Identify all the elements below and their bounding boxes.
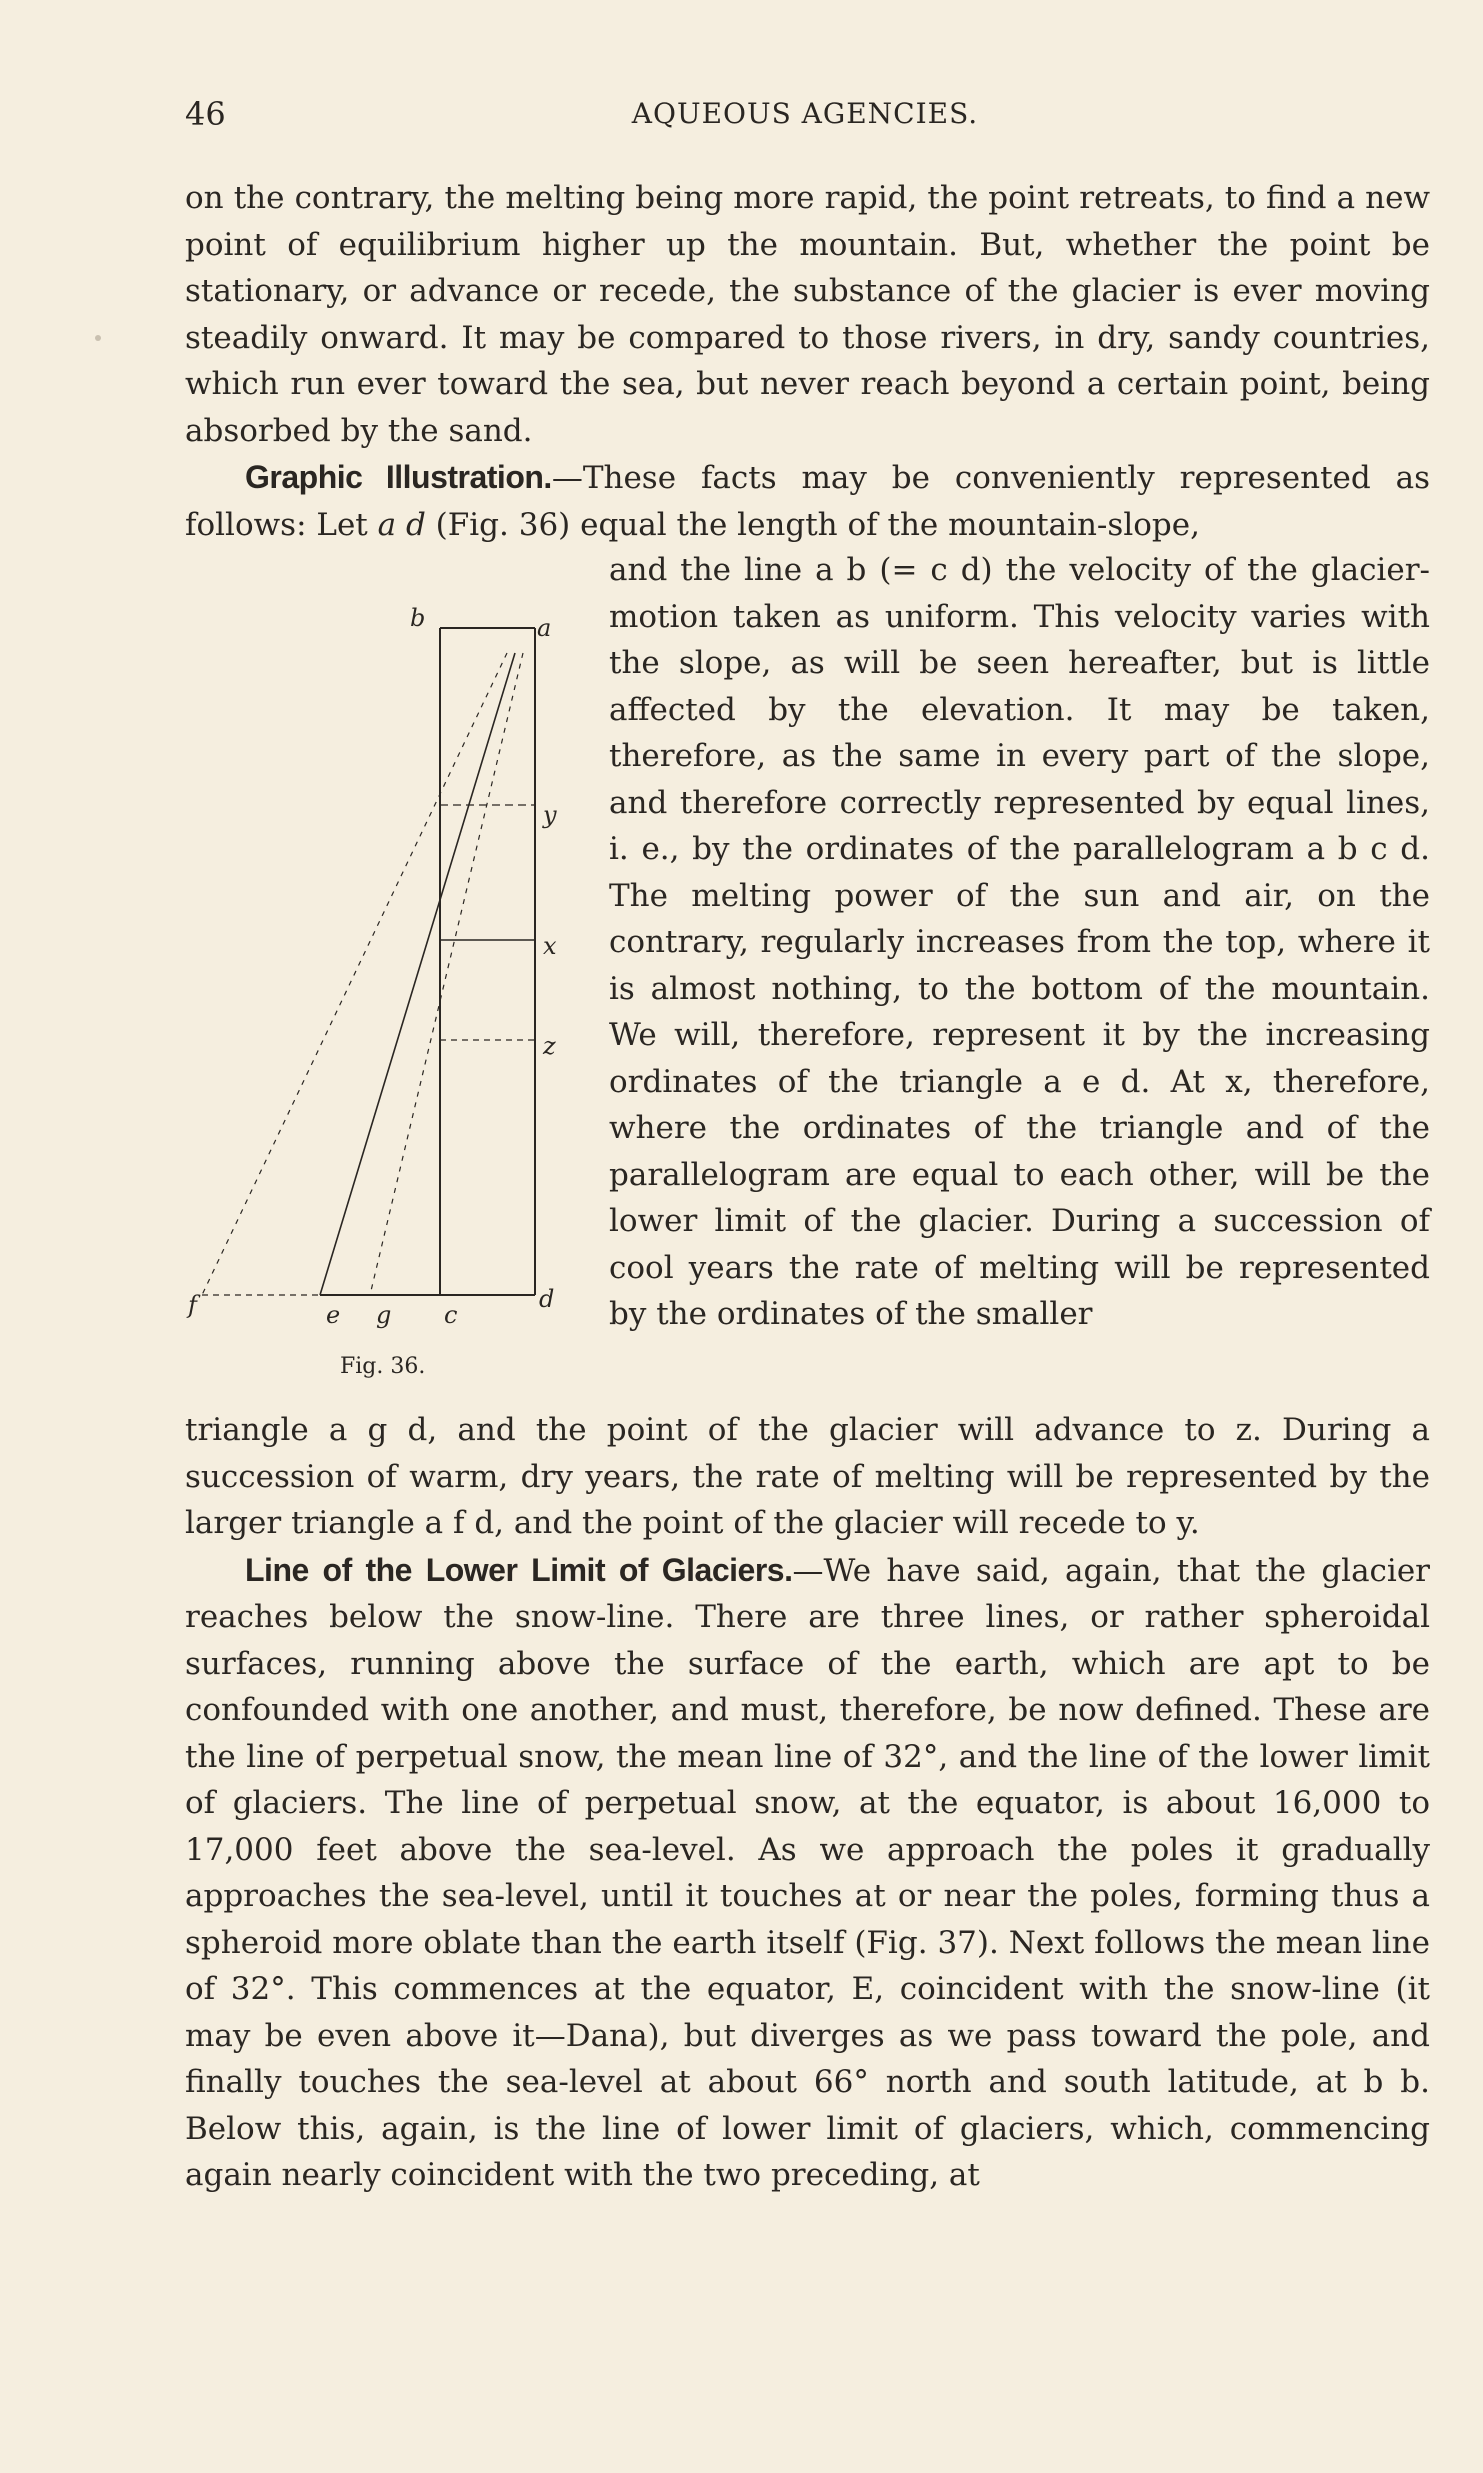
hypotenuse-a-f [202,653,507,1295]
label-g: g [376,1301,392,1329]
section-heading-graphic-illustration: Graphic Illustration. [245,459,552,495]
graphic-intro-text: —These facts may be conveniently represented as follows: Let [185,460,1431,543]
paragraph-wrap-text: and the line a b (= c d) the velocity of the glacier-motion taken as uniform. This velocity varies with the slope, as will be seen hereafter, but is little affected by the elevation. It may be taken, therefore, as the same in every part of the slope, and therefore correctly represented by equal lines, i. e., by the ordinates of the parallelogram a b c d. The melting power of the sun and air, on the contrary, regularly increases from the top, where it is almost nothing, to the bottom of the mountain. We will, therefore, represent it by the increasing ordinates of the triangle a e d. At x, therefore, where the ordinates of the triangle and of the parallelogram are equal to each other, will be the lower limit of the glacier. During a succession of cool years the rate of melting will be represented by the ordinates of the smaller [609,552,1430,1332]
label-e: e [326,1301,341,1329]
paper-stain [95,335,101,341]
label-a: a [537,614,552,642]
section-heading-lower-limit: Line of the Lower Limit of Glaciers. [245,1551,793,1588]
label-y: y [543,801,557,829]
figure-36-diagram [180,600,580,1400]
label-b: b [410,604,426,632]
figure-36 [180,600,580,1400]
label-d: d [539,1285,555,1313]
text-block-beside-figure [609,547,1430,1338]
text-block-bottom [185,1407,1430,2199]
hypotenuse-a-e [320,653,515,1295]
label-z: z [543,1032,556,1060]
label-c: c [444,1301,458,1329]
paragraph-after-figure: triangle a g d, and the point of the glacier will advance to z. During a succession of warm, dry years, the rate of melting will be represented by the larger triangle a f d, and the point of the glacier will recede to y. [185,1412,1430,1541]
inline-ref-a-d: a d [377,506,426,543]
label-f: f [188,1291,197,1319]
page-number: 46 [185,95,226,133]
label-x: x [543,932,557,960]
paragraph-continuation: on the contrary, the melting being more rapid, the point retreats, to find a new point of equilibrium higher up the mountain. But, whether the point be stationary, or advance or recede, the substance of the glacier is ever moving steadily onward. It may be compared to those rivers, in dry, sandy countries, which run ever toward the sea, but never reach beyond a certain point, being absorbed by the sand. [185,180,1430,449]
paragraph-lower-limit [185,1547,1430,2199]
figure-caption: Fig. 36. [340,1354,426,1379]
paragraph-graphic-illustration-start: Graphic Illustration.—These facts may be conveniently represented as follows: Let a d (Fig. 36) equal the length of the mountain-slope, [185,459,1431,543]
hypotenuse-a-g [370,653,523,1295]
lower-limit-text: —We have said, again, that the glacier reaches below the snow-line. There are three lines, or rather spheroidal surfaces, running above the surface of the earth, which are apt to be confounded with one another, and must, therefore, be now defined. These are the line of perpetual snow, the mean line of 32°, and the line of the lower limit of glaciers. The line of perpetual snow, at the equator, is about 16,000 to 17,000 feet above the sea-level. As we approach the poles it gradually approaches the sea-level, until it touches at or near the poles, forming thus a spheroid more oblate than the earth itself (Fig. 37). Next follows the mean line of 32°. This commences at the equator, E, coincident with the snow-line (it may be even above it—Dana), but diverges as we pass toward the pole, and finally touches the sea-level at about 66° north and south latitude, at b b. Below this, again, is the line of lower limit of glaciers, which, commencing again nearly coincident with the two preceding, at [185,1552,1430,2193]
running-head [185,95,1425,145]
text-block-top [185,175,1430,548]
running-title: AQUEOUS AGENCIES. [631,97,979,130]
